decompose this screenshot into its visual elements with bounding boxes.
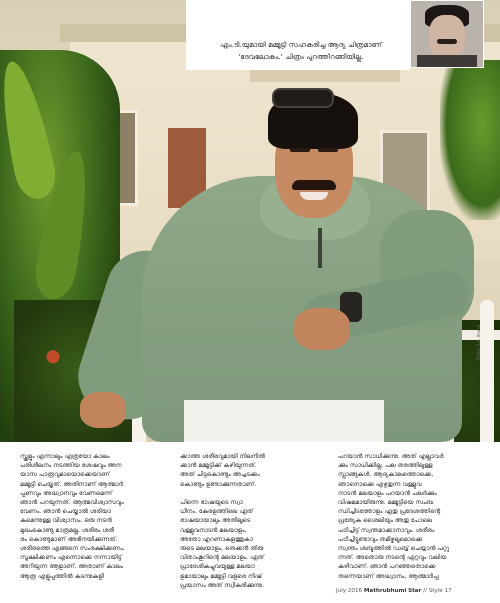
- text-line: രം കൊണ്ടുമാണ് അഭിനയിക്കുന്നത്.: [20, 535, 118, 543]
- text-line: പ്പണവും അദ്ധ്വാനവും വേണമെന്ന്: [20, 489, 113, 497]
- text-line: കൊണ്ടും ഉണ്ടാക്കുന്നതാണ്.: [180, 480, 257, 488]
- person-hand-left: [80, 392, 126, 428]
- text-line: മമ്മൂട്ടി ചെയ്തത്. അതിനാണ് ആത്മാർ: [20, 480, 123, 488]
- plant-right: [440, 60, 500, 220]
- text-line: ന്ധിച്ചിടത്തോളം ഏതു പ്രദേശത്തിന്റെ: [338, 508, 441, 516]
- text-line: ക്കാത്ത ശരീരവുമായി നിലനിൽ: [180, 453, 265, 460]
- text-line: രുടെ മലയാളം, തെക്കൻ തിരു: [180, 545, 264, 553]
- text-line: വിതാംകൂറിന്റെ മലയാളം. ഏത്: [180, 554, 264, 562]
- person-brow: [290, 148, 310, 152]
- person-mouth: [300, 192, 328, 200]
- text-line: പ്രത്യേക ശൈലിയും അതു പോലെ: [338, 517, 432, 525]
- page-footer: [336, 588, 486, 594]
- text-column-1: [20, 452, 160, 581]
- text-line: യാസ പാത്രവുമായൊക്കെയാണ്: [20, 471, 110, 479]
- text-line: സ്വന്തം ശബ്ദത്തിൽ ഡബ്ബ് ചെയ്യാൻ പറ്റു: [338, 545, 450, 553]
- brand-mathrubhumi: Mathrubhumi: [363, 588, 407, 594]
- fence-post: [480, 300, 494, 442]
- inset-collar: [417, 55, 477, 67]
- separator: //: [423, 588, 427, 594]
- section-name: Style: [428, 588, 443, 594]
- person-brow: [318, 148, 338, 152]
- text-line: വിഷമമായിരുന്നു. മമ്മൂട്ടിയെ സംബ: [338, 499, 434, 507]
- text-line: സ്കൂളും എന്നാലും എത്രയോ കാലം: [20, 453, 110, 460]
- text-line: സ്ലാങ്ങുകൾ. ആദ്യകാലത്തൊക്കെ,: [338, 471, 434, 479]
- person-pants: [184, 400, 384, 442]
- text-line: അത് ചിട്ടകൊണ്ടും അച്ചടക്കം: [180, 471, 260, 479]
- person-zipper: [318, 228, 322, 268]
- brand-star: Star: [408, 588, 422, 594]
- text-line: ധീനം. കേരളത്തിലെ ഏത്: [180, 508, 254, 516]
- text-line: മുഖംകൊണ്ടു മാത്രമല്ല, ശരീരം ശരീ: [20, 526, 114, 534]
- text-line: വേണം. ഞാൻ ചെയ്താൽ ശരിയാ: [20, 508, 111, 516]
- text-line: അറിയുന്ന ആളാണ്. അതാണ് കാലം: [20, 563, 123, 571]
- person-hand-right: [294, 308, 350, 350]
- text-line: [180, 489, 320, 498]
- text-line: ളമായാലും മമ്മൂട്ടി വളരെ നിഷ്: [180, 572, 262, 580]
- text-line: പ്രയാസം അത് സ്വീകരിക്കുന്നു.: [180, 581, 265, 589]
- text-line: പരിശീലനം നടത്തിയ ശേഷവും അന: [20, 462, 122, 470]
- text-line: ക്കും സാധിക്കില്ല. പല തരത്തിലുള്ള: [338, 462, 433, 470]
- text-line: പഠിച്ചിട്ട് സ്വന്തമാക്കാനാവും. ശരീരം: [338, 526, 435, 534]
- text-line: കുമെന്നുള്ള വിശ്വാസം. ഒരു നടൻ: [20, 517, 112, 525]
- text-line: പറയാൻ സാധിക്കുന്നു. അത് എല്ലാവർ: [338, 453, 444, 460]
- text-line: ശരീരത്തെ എങ്ങനെ സംരക്ഷിക്കണം,: [20, 545, 125, 553]
- text-line: കഴിവാണ്. ഞാൻ പറഞ്ഞതൊക്കെ: [338, 563, 436, 571]
- text-line: സൂക്ഷിക്കണം എന്നൊക്കെ നന്നായിട്ട്: [20, 554, 122, 562]
- text-line: വള്ളുവനാടൻ മലയാളം,: [180, 526, 247, 534]
- page-number: 17: [444, 588, 452, 594]
- inset-mustache: [437, 39, 457, 44]
- issue-date: July 2016: [336, 588, 363, 594]
- text-line: ഞാൻ പറയുന്നത്. ആത്മവിശ്വാസവും: [20, 499, 124, 507]
- inset-face: [429, 15, 465, 59]
- person-mustache: [292, 180, 336, 190]
- text-line: തന്നെയാണ് അദ്ധ്വാനം, ആത്മാർപ്പ: [338, 572, 439, 580]
- text-column-3: [338, 452, 478, 581]
- sunglasses-icon: [272, 88, 334, 108]
- caption-line: 'ദേവലോകം.' ചിത്രം പുറത്തിറങ്ങിയില്ല.: [238, 52, 364, 61]
- text-line: പിന്നെ ഭാഷയുടെ സ്വാ: [180, 499, 243, 507]
- text-line: ന്നത്. അതൊരു നടന്റെ ഏറ്റവും വലിയ: [338, 554, 447, 562]
- text-line: അതോ എറണാകുളത്തുകാ: [180, 535, 253, 543]
- caption-line: എം.ടി.യുമായി മമ്മൂട്ടി സഹകരിച്ച ആദ്യ ചിത്രമാണ്: [220, 40, 382, 49]
- text-line: ആത്ര എളുപ്പത്തിൽ കടന്നുകളി: [20, 572, 104, 580]
- text-line: പ്രാദേശികച്ചുവയുള്ള മലയാ: [180, 563, 255, 571]
- inset-portrait: [410, 0, 484, 68]
- text-line: നാടൻ മലയാളം പറയാൻ പലർക്കും: [338, 489, 437, 497]
- text-column-2: [180, 452, 320, 590]
- text-line: ക്കാൻ മമ്മൂട്ടിക്ക് കഴിയുന്നത്.: [180, 462, 257, 470]
- text-line: ഭാഷയായാലും അതിലൂടെ: [180, 517, 251, 525]
- text-line: ഞാനൊക്കെ എഴുതുന്ന വള്ളുവ: [338, 480, 422, 488]
- balcony: [250, 70, 400, 82]
- photo-credit: Photo: S.L. Anand: [476, 324, 481, 360]
- article-body: [20, 452, 480, 589]
- text-line: പഠിച്ചിട്ടുണ്ടാവും തമിഴ്മലൂമൊക്കെ: [338, 535, 423, 543]
